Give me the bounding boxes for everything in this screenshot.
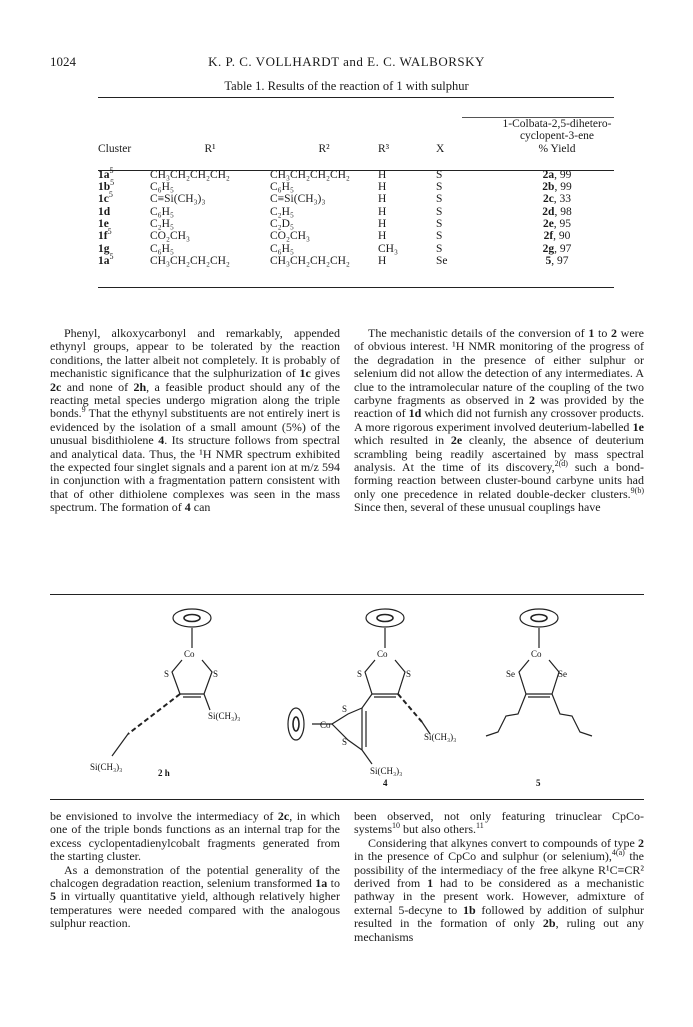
text-run: cleanly, the absence of deuterium scrambling being readily ascertained by mass spectral analysis. At the time of its discovery, xyxy=(354,433,644,475)
paragraph-bottom-right-1 xyxy=(354,810,644,837)
cell-x xyxy=(436,206,500,218)
cell-yield-text: 2b xyxy=(542,181,555,194)
column-bottom-left xyxy=(50,810,340,931)
table-header-rule xyxy=(98,170,614,171)
cell-r2-text: C₂H₅ xyxy=(270,205,294,218)
cell-yield-text: 2c xyxy=(542,193,554,206)
citation-ref: 9 xyxy=(81,405,86,415)
cell-r1-text: C₂H₅ xyxy=(150,218,174,231)
cell-r2 xyxy=(270,243,378,255)
cell-yield-value: , 98 xyxy=(554,205,572,218)
cell-x-text: S xyxy=(436,168,443,181)
table-row xyxy=(98,230,614,242)
scheme-top-rule xyxy=(50,594,644,595)
cell-yield-value: , 97 xyxy=(551,254,569,267)
cell-r1-text: CO₂CH₃ xyxy=(150,230,190,243)
cell-r1 xyxy=(150,230,270,242)
compound-ref: 1a xyxy=(315,876,328,891)
cell-cluster-text: 1b xyxy=(98,181,111,194)
text-run: such a bond-forming reaction between cluster-bound carbyne units had only one precedence in related double-decker clusters. xyxy=(354,460,644,501)
text-run: , a feasible product should any of the reacting metal species undergo migration along the triple bonds. xyxy=(50,379,340,421)
header-yield-line1: 1-Colbata-2,5-dihetero- xyxy=(502,118,612,130)
cell-x-text: S xyxy=(436,230,443,243)
text-run: Phenyl, alkoxycarbonyl and remarkably, appended ethynyl groups, appear to be tolerated by the reaction conditions, the latter albeit not completely. It is probably of mechanistic significance that the sulphurization of xyxy=(50,326,340,381)
cell-x xyxy=(436,218,500,230)
cp-ring-2h xyxy=(173,609,211,648)
text-run: Considering that alkynes convert to compounds of type xyxy=(368,835,638,850)
atom-co-5: Co xyxy=(531,649,542,659)
cell-x-text: S xyxy=(436,218,443,231)
compound-ref: 2 xyxy=(528,393,535,408)
cell-cluster-text: 1a xyxy=(98,254,110,267)
cell-cluster xyxy=(98,243,150,255)
cell-r2-text: C₆H₅ xyxy=(270,242,294,255)
table-top-rule xyxy=(98,97,614,98)
header-yield-line2: cyclopent-3-ene xyxy=(519,130,595,143)
cell-r1 xyxy=(150,255,270,267)
cell-r1-text: CH₃CH₂CH₂CH₂ xyxy=(150,254,230,267)
cell-r3 xyxy=(378,243,436,255)
atom-s-2h-right: S xyxy=(213,669,219,679)
cell-cluster-text: 1e xyxy=(98,218,109,231)
cell-r2 xyxy=(270,218,378,230)
paragraph-bottom-right-2 xyxy=(354,837,644,944)
cell-r3-text: H xyxy=(378,230,387,243)
tms-2h-lower: Si(CH₃)₃ xyxy=(90,762,123,772)
cell-cluster-text: 1g xyxy=(98,242,110,255)
text-run: followed by addition of sulphur resulted in the formation of only xyxy=(354,902,644,931)
cell-r3-text: H xyxy=(378,205,387,218)
cell-cluster xyxy=(98,227,150,243)
cell-r3 xyxy=(378,181,436,193)
column-top-left xyxy=(50,327,340,515)
cell-x xyxy=(436,230,500,242)
text-run: been observed, not only featuring trinuclear CpCo-systems xyxy=(354,809,644,837)
compound-ref: 2e xyxy=(450,433,463,448)
compound-label-4: 4 xyxy=(383,778,388,788)
paragraph-top-right xyxy=(354,327,644,515)
cell-r2-text: CH₃CH₂CH₂CH₂ xyxy=(270,168,350,181)
cell-r1-text: CH₃CH₂CH₂CH₂ xyxy=(150,168,230,181)
cell-x xyxy=(436,193,500,205)
compound-ref: 1d xyxy=(408,406,422,421)
header-cluster: Cluster xyxy=(98,142,132,155)
compound-ref: 2c xyxy=(277,809,290,823)
cell-yield xyxy=(500,193,614,205)
table-bottom-rule xyxy=(98,287,614,288)
cell-cluster-ref: 5 xyxy=(107,227,112,237)
text-run: to xyxy=(327,876,340,891)
citation-ref: 2(d) xyxy=(554,459,568,469)
paragraph-bottom-left-2 xyxy=(50,864,340,931)
atom-s-4-dt-lower: S xyxy=(342,737,348,747)
text-run: which did not furnish any crossover products. A more rigorous experiment involved deuterium-labelled xyxy=(354,406,644,434)
cell-r1-text: C₆H₅ xyxy=(150,181,174,194)
tms-4-right: Si(CH₃)₃ xyxy=(424,732,457,742)
cell-r1 xyxy=(150,243,270,255)
cell-r2-text: CO₂CH₃ xyxy=(270,230,310,243)
tms-2h-upper: Si(CH₃)₃ xyxy=(208,711,241,721)
atom-se-5-left: Se xyxy=(506,669,515,679)
cell-x-text: S xyxy=(436,193,443,206)
text-run: , in which one of the triple bonds functions as an internal trap for the excess cyclopentadienylcobalt fragments generated from the starting cluster. xyxy=(50,809,340,864)
header-r2: R² xyxy=(318,142,330,155)
atom-s-4-dt-upper: S xyxy=(342,704,348,714)
atom-s-4-left: S xyxy=(357,669,363,679)
cell-cluster-text: 1c xyxy=(98,193,109,206)
cell-yield-value: , 90 xyxy=(553,230,571,243)
cell-yield xyxy=(500,218,614,230)
cell-r1-text: C≡Si(CH₃)₃ xyxy=(150,193,206,206)
header-r3: R³ xyxy=(378,142,390,155)
table-row xyxy=(98,218,614,230)
cell-yield-text: 2a xyxy=(542,168,555,181)
compound-ref: 1 xyxy=(588,326,595,340)
text-run: was provided by the reaction of xyxy=(354,393,645,421)
text-run: in the presence of CpCo and sulphur (or selenium), xyxy=(354,849,612,864)
cp-ring-4 xyxy=(366,609,404,648)
cell-yield-text: 2d xyxy=(542,205,555,218)
column-top-right xyxy=(354,327,644,515)
cell-yield-value: , 95 xyxy=(553,218,572,231)
compound-ref: 2 xyxy=(638,835,644,850)
citation-ref: 9(b) xyxy=(630,485,644,495)
atom-co-2h: Co xyxy=(184,649,195,659)
compound-label-5: 5 xyxy=(536,778,541,788)
cell-r1 xyxy=(150,181,270,193)
cell-yield-value: , 99 xyxy=(554,181,572,194)
cell-cluster-ref: 5 xyxy=(109,166,114,176)
cell-yield-value: , 99 xyxy=(554,168,572,181)
column-bottom-right xyxy=(354,810,644,944)
cell-yield-text: 5 xyxy=(545,254,552,267)
cell-r2-text: C₂D₅ xyxy=(270,218,294,231)
compound-ref: 1c xyxy=(299,366,311,381)
table-row xyxy=(98,206,614,218)
cell-r3-text: H xyxy=(378,193,387,206)
cell-x-text: S xyxy=(436,205,443,218)
text-run: can xyxy=(190,500,211,515)
cell-x xyxy=(436,255,500,267)
header-x: X xyxy=(436,142,445,155)
header-yield-line3: % Yield xyxy=(538,142,576,155)
cell-cluster xyxy=(98,218,150,230)
cell-r1 xyxy=(150,206,270,218)
cell-cluster-ref: 5 xyxy=(109,252,114,262)
cell-yield-text: 2e xyxy=(542,218,554,231)
cell-yield xyxy=(500,255,614,267)
text-run: The mechanistic details of the conversion of xyxy=(368,326,589,340)
citation-ref: 10 xyxy=(392,821,401,831)
cell-cluster-text: 1a xyxy=(98,168,110,181)
tms-4-lower: Si(CH₃)₃ xyxy=(370,766,403,776)
cell-r3-text: H xyxy=(378,218,387,231)
compound-ref: 5 xyxy=(50,889,56,904)
text-run: had to be considered as a mechanistic pathway in the present work. However, admixture of external 5-decyne to xyxy=(354,876,644,917)
cell-yield xyxy=(500,243,614,255)
text-run: to xyxy=(594,326,611,340)
cell-r3 xyxy=(378,193,436,205)
table-row xyxy=(98,181,614,193)
running-head: K. P. C. VOLLHARDT and E. C. WALBORSKY xyxy=(208,54,485,69)
text-run: which resulted in xyxy=(354,433,451,448)
chemical-scheme xyxy=(50,604,650,794)
text-run: That the ethynyl substituents are not entirely inert is evidenced by the isolation of a small amount (5%) of the unusual bisdithiolene xyxy=(50,406,340,448)
cell-yield-value: , 97 xyxy=(554,242,572,255)
atom-co-4: Co xyxy=(377,649,388,659)
cell-r3 xyxy=(378,255,436,267)
cell-yield xyxy=(500,230,614,242)
cell-x-text: S xyxy=(436,242,443,255)
header-r1: R¹ xyxy=(204,142,216,155)
cell-r2 xyxy=(270,230,378,242)
text-run: Since then, several of these unusual couplings have xyxy=(354,500,601,515)
compound-ref: 1b xyxy=(462,902,476,917)
cell-r2 xyxy=(270,255,378,267)
text-run: . Its structure follows from spectral and analytical data. Thus, the ¹H NMR spectrum exhibited the expected four singlet signals and a parent ion at m/z 594 in conjunction with a fragmentation pattern consistent with that of other dithiolene complexes was seen in the mass spectrum. The formation of xyxy=(50,433,341,515)
cell-yield xyxy=(500,206,614,218)
cell-r1-text: C₆H₅ xyxy=(150,242,174,255)
text-run: and none of xyxy=(61,379,134,394)
cell-r1-text: C₆H₅ xyxy=(150,205,174,218)
header-yield xyxy=(500,118,614,160)
page-number: 1024 xyxy=(50,54,76,69)
paragraph-bottom-left-1 xyxy=(50,810,340,864)
table-row xyxy=(98,243,614,255)
text-run: in virtually quantitative yield, although relatively higher temperatures were needed compared with the analogous sulphur reaction. xyxy=(50,889,340,931)
atom-co-4-dt: Co xyxy=(320,720,331,730)
text-run: , ruling out any mechanisms xyxy=(354,916,645,944)
citation-ref: 11 xyxy=(476,821,484,831)
compound-label-2h: 2 h xyxy=(158,768,170,778)
cell-r2 xyxy=(270,206,378,218)
compound-ref: 4 xyxy=(158,433,165,448)
atom-s-4-right: S xyxy=(406,669,412,679)
atom-s-2h-left: S xyxy=(164,669,170,679)
text-run: gives xyxy=(310,366,340,381)
cell-r1 xyxy=(150,193,270,205)
table-header-row xyxy=(98,118,614,160)
compound-ref: 2h xyxy=(133,379,147,394)
cell-x xyxy=(436,243,500,255)
compound-ref: 2b xyxy=(542,916,556,931)
cell-r2 xyxy=(270,193,378,205)
cell-r3-text: H xyxy=(378,254,387,267)
cell-yield-value: , 33 xyxy=(553,193,572,206)
cell-cluster xyxy=(98,252,150,267)
cp-ring-5 xyxy=(520,609,558,648)
cell-cluster xyxy=(98,178,150,194)
cell-r1 xyxy=(150,218,270,230)
cell-r2-text: C₆H₅ xyxy=(270,181,294,194)
compound-ref: 2c xyxy=(50,379,62,394)
compound-ref: 1e xyxy=(632,419,644,434)
text-run: be envisioned to involve the intermediacy of xyxy=(50,809,278,823)
cell-r2-text: CH₃CH₂CH₂CH₂ xyxy=(270,254,350,267)
atom-se-5-right: Se xyxy=(558,669,567,679)
text-run: As a demonstration of the potential generality of the chalcogen degradation reaction, selenium transformed xyxy=(50,862,340,891)
compound-ref: 2 xyxy=(611,326,617,340)
table-row xyxy=(98,193,614,205)
cell-r3 xyxy=(378,218,436,230)
table-row xyxy=(98,255,614,267)
cell-x-text: S xyxy=(436,181,443,194)
table-caption: Table 1. Results of the reaction of 1 with sulphur xyxy=(224,79,469,93)
cell-yield xyxy=(500,181,614,193)
compound-ref: 4 xyxy=(184,500,191,515)
text-run: but also others. xyxy=(400,822,477,837)
cell-cluster xyxy=(98,206,150,218)
cell-cluster-ref: 5 xyxy=(110,178,115,188)
cell-cluster-text: 1f xyxy=(98,230,108,243)
cell-x xyxy=(436,181,500,193)
cell-r3-text: H xyxy=(378,168,387,181)
paragraph-top-left xyxy=(50,327,340,515)
cell-cluster xyxy=(98,190,150,206)
text-run: were of obvious interest. ¹H NMR monitoring of the progress of the degradation in the presence of either sulphur or selenium did not allow the detection of any intermediates. A clue to the intramolecular nature of the coupling of the two carbyne fragments as observed in xyxy=(354,326,644,408)
cell-yield-text: 2g xyxy=(542,242,555,255)
cell-x-text: Se xyxy=(436,254,448,267)
cell-r3-text: CH₃ xyxy=(378,242,398,255)
cell-cluster-ref: 5 xyxy=(108,190,113,200)
citation-ref: 4(a) xyxy=(611,848,625,858)
compound-ref: 1 xyxy=(427,876,434,891)
scheme-bottom-rule xyxy=(50,799,644,800)
cell-r3 xyxy=(378,230,436,242)
cell-yield-text: 2f xyxy=(543,230,554,243)
results-table xyxy=(98,118,614,267)
cell-r2 xyxy=(270,181,378,193)
cell-r3-text: H xyxy=(378,181,387,194)
text-run: the possibility of the intermediacy of the free alkyne R¹C≡CR² derived from xyxy=(354,849,644,891)
cell-r2-text: C≡Si(CH₃)₃ xyxy=(270,193,326,206)
cell-r3 xyxy=(378,206,436,218)
cell-cluster-text: 1d xyxy=(98,205,111,218)
